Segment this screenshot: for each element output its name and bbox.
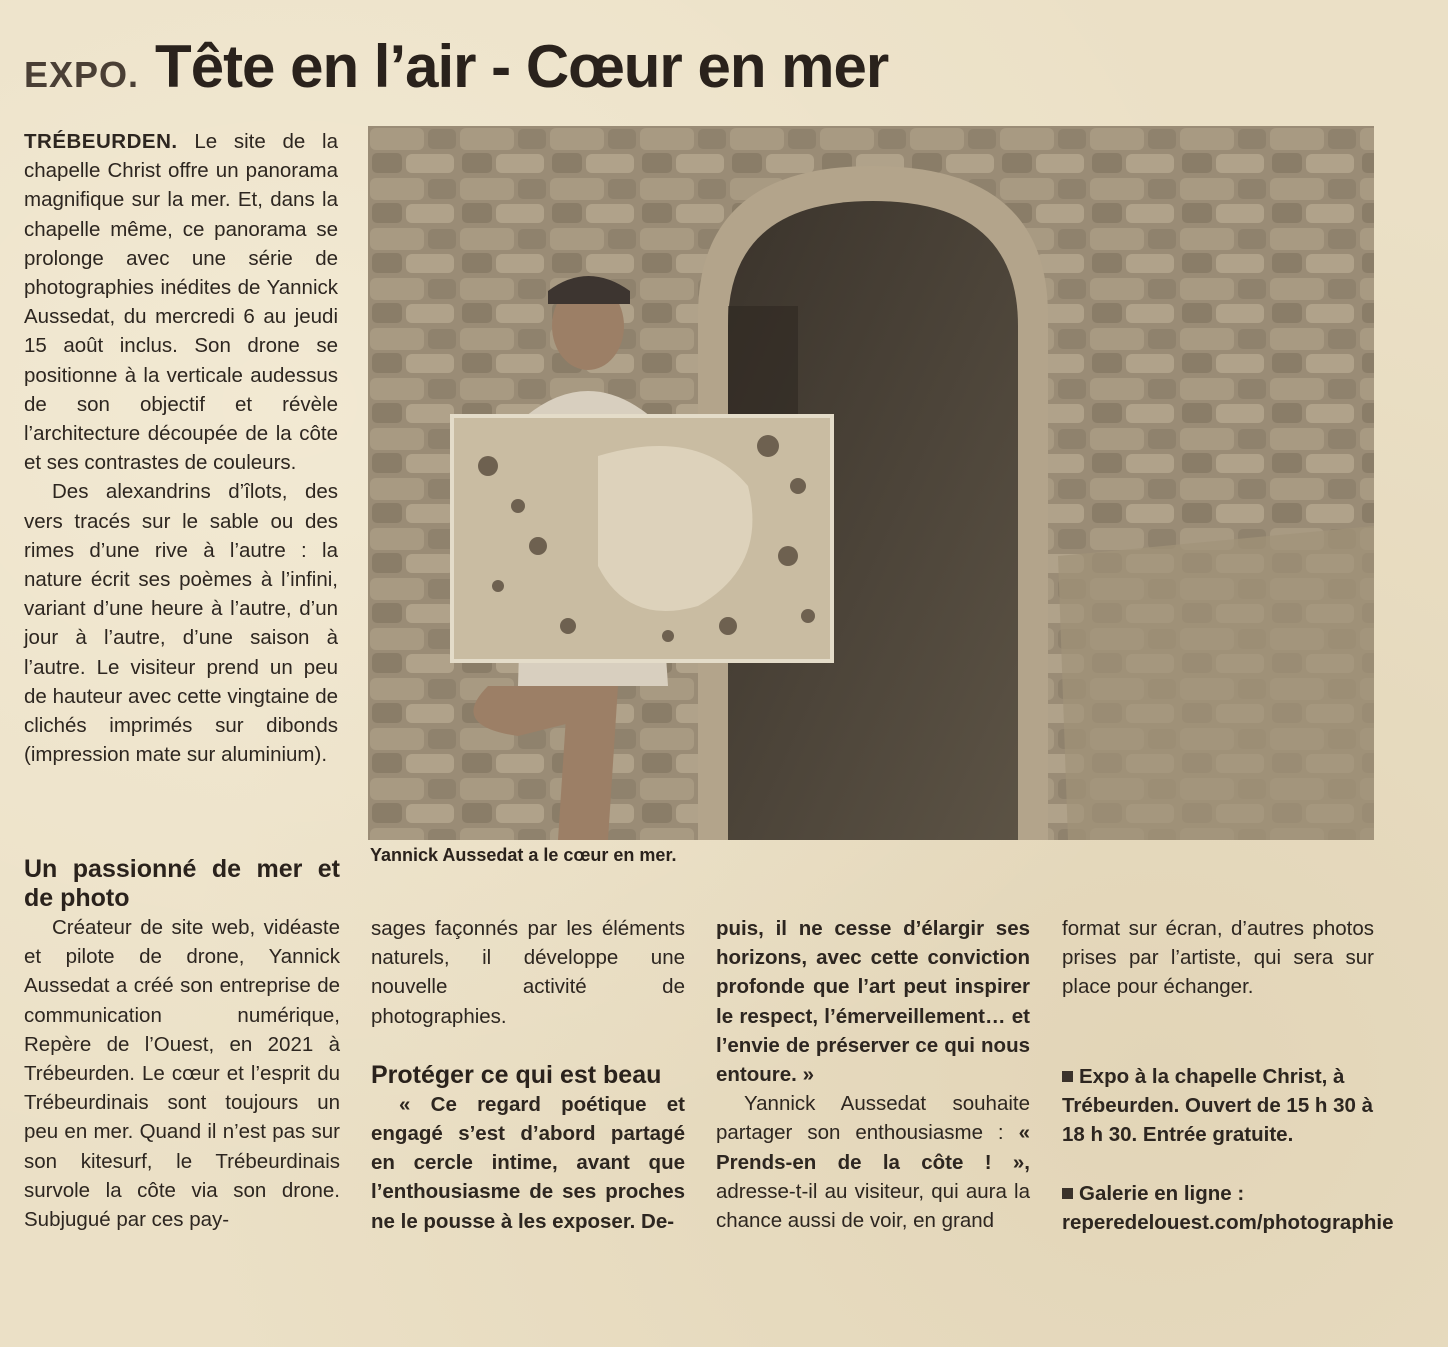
info-galerie bbox=[1062, 1179, 1394, 1237]
text-souhaite: Yannick Aussedat souhaite partager son enthousiasme : bbox=[716, 1092, 1030, 1145]
photo-illustration bbox=[368, 126, 1374, 840]
subheading-proteger: Protéger ce qui est beau bbox=[371, 1060, 662, 1089]
column-2 bbox=[371, 914, 685, 1236]
column-1-lower bbox=[24, 855, 340, 1234]
paragraph-createur: Créateur de site web, vidéaste et pilote de drone, Yannick Aussedat a créé son entreprise de communication numérique, Repère de l’Ouest, en 2021 à Trébeurden. Le cœur et l’esprit du Trébeurdinais sont toujours un peu en mer. Quand il n’est pas sur son kitesurf, le Trébeurdinais survole la côte via son drone. Subjugué par ces pay- bbox=[24, 916, 340, 1232]
subheading-passionne: Un passionné de mer et de photo bbox=[24, 855, 340, 912]
column-1 bbox=[24, 127, 338, 769]
paragraph-format: format sur écran, d’autres photos prises par l’artiste, qui sera sur place pour échanger. bbox=[1062, 917, 1374, 999]
article-photo bbox=[368, 126, 1374, 840]
paragraph-alexandrins: Des alexandrins d’îlots, des vers tracés sur le sable ou des rimes d’une rive à l’autre : la nature écrit ses poèmes à l’infini, variant d’une heure à l’autre, d’un jour à l’autre, d’une saison à l’autre. Le visiteur prend un peu de hauteur avec cette vingtaine de clichés imprimés sur dibonds (impression mate sur aluminium). bbox=[24, 480, 338, 767]
bullet-square-icon bbox=[1062, 1071, 1073, 1082]
headline bbox=[24, 32, 888, 112]
column-4 bbox=[1062, 914, 1394, 1238]
column-3 bbox=[716, 914, 1030, 1235]
info-galerie-text: Galerie en ligne : reperedelouest.com/photographie bbox=[1062, 1182, 1394, 1235]
intro-text: Le site de la chapelle Christ offre un panorama magnifique sur la mer. Et, dans la chapelle même, ce panorama se prolonge avec une série de photographies inédites de Yannick Aussedat, du mercredi 6 au jeudi 15 août inclus. Son drone se positionne à la verticale audessus de son objectif et révèle l’architecture découpée de la côte et ses contrastes de couleurs. bbox=[24, 130, 338, 475]
paragraph-paysages: sages façonnés par les éléments naturels, il développe une nouvelle activité de photographies. bbox=[371, 917, 685, 1028]
paragraph-partager bbox=[716, 1089, 1030, 1235]
paragraph-regard: « Ce regard poétique et engagé s’est d’abord partagé en cercle intime, avant que l’enthousiasme de ses proches ne le pousse à les exposer. De- bbox=[371, 1092, 685, 1233]
intro-paragraph bbox=[24, 127, 338, 477]
dateline: TRÉBEURDEN. bbox=[24, 130, 178, 153]
quote-prends: « Prends-en de la côte ! », bbox=[716, 1121, 1030, 1174]
paragraph-horizons: puis, il ne cesse d’élargir ses horizons, avec cette conviction profonde que l’art peut inspirer le respect, l’émerveillement… et l’envie de préserver ce qui nous entoure. » bbox=[716, 917, 1030, 1087]
section-kicker: EXPO. bbox=[24, 54, 140, 95]
stone-slab bbox=[1058, 526, 1374, 840]
text-adresse: adresse-t-il au visiteur, qui aura la chance aussi de voir, en grand bbox=[716, 1179, 1030, 1233]
info-expo-text: Expo à la chapelle Christ, à Trébeurden. Ouvert de 15 h 30 à 18 h 30. Entrée gratuite. bbox=[1062, 1064, 1374, 1147]
info-expo bbox=[1062, 1062, 1374, 1150]
article-title: Tête en l’air - Cœur en mer bbox=[155, 33, 889, 100]
photo-caption: Yannick Aussedat a le cœur en mer. bbox=[370, 845, 677, 865]
bullet-square-icon bbox=[1062, 1188, 1073, 1199]
